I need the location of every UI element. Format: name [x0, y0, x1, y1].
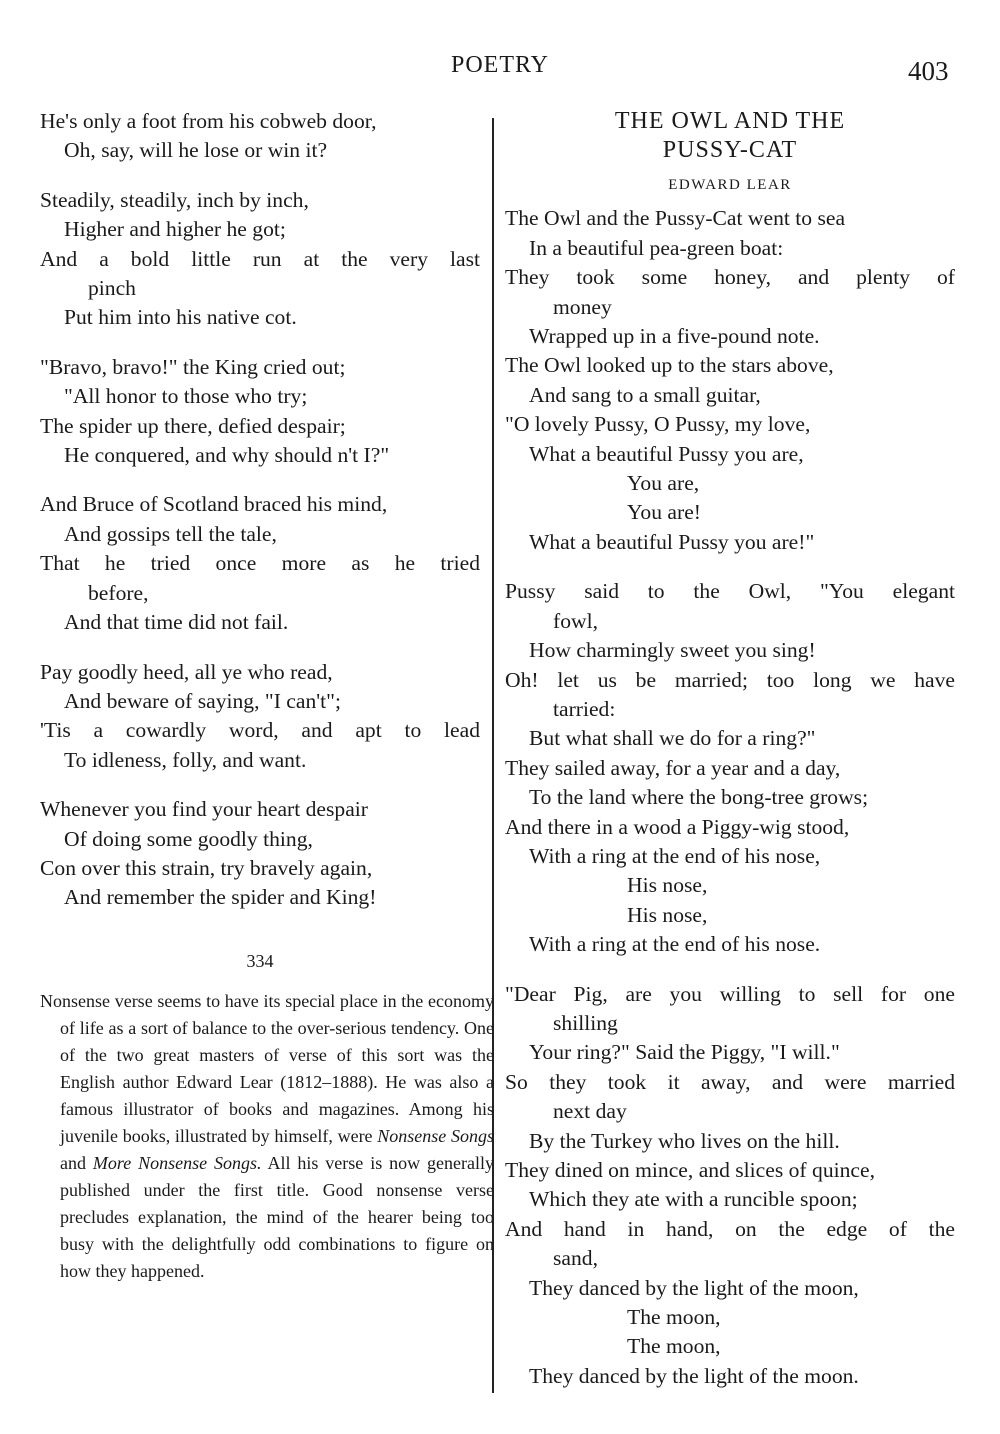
poem-line: By the Turkey who lives on the hill.: [529, 1128, 840, 1153]
stanza: [40, 795, 480, 913]
book-title-nonsense-songs: Nonsense Songs: [377, 1126, 495, 1147]
poem-line: What a beautiful Pussy you are,: [529, 441, 804, 466]
poem-line: tarried:: [553, 696, 616, 721]
stanza: [40, 353, 480, 471]
poem-title-line2: PUSSY-CAT: [662, 137, 798, 163]
poem-line: Which they ate with a runcible spoon;: [529, 1187, 858, 1212]
poem-line: They danced by the light of the moon.: [529, 1363, 859, 1388]
poem-line: Pay goodly heed, all ye who read,: [40, 659, 333, 684]
poem-line: shilling: [553, 1010, 618, 1035]
section-number: 334: [246, 950, 274, 971]
editorial-note: [40, 988, 494, 1285]
poem-line: Whenever you find your heart despair: [40, 797, 368, 822]
poem-author: EDWARD LEAR: [668, 177, 792, 193]
poem-line: The Owl and the Pussy-Cat went to sea: [505, 206, 846, 231]
page-number: 403: [908, 56, 949, 86]
poem-line: The moon,: [627, 1334, 721, 1359]
poem-line: money: [553, 294, 612, 319]
poem-line: They dined on mince, and slices of quince,: [505, 1158, 875, 1182]
poem-line: "Dear Pig, are you willing to sell for one: [505, 981, 955, 1006]
poem-line: Oh, say, will he lose or win it?: [64, 138, 328, 163]
stanza: [40, 658, 480, 776]
poem-line: sand,: [553, 1246, 598, 1271]
poem-line: In a beautiful pea-green boat:: [529, 235, 784, 260]
poem-line: And there in a wood a Piggy-wig stood,: [505, 814, 850, 839]
spider-poem: [40, 107, 480, 913]
poem-line: And that time did not fail.: [64, 610, 289, 635]
note-text-part1: Nonsense verse seems to have its special place in the economy of life as a sort of balance to the over-serious tendency. One of the two great masters of verse of this sort was the English author Edward Lear (1812–1888). He was also a famous illustrator of books and magazines. Among his juvenile books, illustrated by himself, were: [40, 991, 494, 1147]
poem-title: [505, 107, 955, 165]
poem-line: Put him into his native cot.: [64, 305, 297, 330]
poem-line: Of doing some goodly thing,: [64, 826, 313, 851]
poem-line: With a ring at the end of his nose,: [529, 843, 821, 868]
poem-line: With a ring at the end of his nose.: [529, 932, 821, 957]
poem-line: "Bravo, bravo!" the King cried out;: [40, 354, 346, 379]
book-title-more-nonsense-songs: More Nonsense Songs.: [92, 1153, 262, 1174]
stanza: [505, 204, 955, 557]
poem-line: And hand in hand, on the edge of the: [505, 1216, 955, 1241]
poem-line: And beware of saying, "I can't";: [64, 688, 341, 713]
poem-line: And remember the spider and King!: [64, 885, 377, 910]
poem-line: Your ring?" Said the Piggy, "I will.": [529, 1040, 840, 1065]
poem-title-line1: THE OWL AND THE: [614, 108, 846, 134]
poem-line: To the land where the bong-tree grows;: [529, 785, 869, 810]
poem-line: You are,: [627, 471, 700, 496]
poem-line: To idleness, folly, and want.: [64, 747, 307, 772]
poem-line: Steadily, steadily, inch by inch,: [40, 187, 309, 212]
poem-line: How charmingly sweet you sing!: [529, 638, 816, 663]
poem-line: before,: [88, 580, 149, 605]
poem-line: "All honor to those who try;: [64, 384, 308, 409]
poem-line: Pussy said to the Owl, "You elegant: [505, 579, 955, 604]
note-and: and: [60, 1153, 93, 1174]
poem-line: His nose,: [627, 902, 708, 927]
poem-line: Con over this strain, try bravely again,: [40, 855, 373, 880]
poem-line: next day: [553, 1099, 627, 1124]
poem-line: And Bruce of Scotland braced his mind,: [40, 492, 388, 517]
poem-line: fowl,: [553, 608, 598, 633]
poem-line: He conquered, and why should n't I?": [64, 443, 390, 468]
left-column: [40, 107, 495, 1285]
poem-line: 'Tis a cowardly word, and apt to lead: [40, 718, 480, 743]
stanza: [505, 980, 955, 1392]
stanza: [40, 186, 480, 333]
poem-line: What a beautiful Pussy you are!": [529, 529, 815, 554]
poem-line: His nose,: [627, 873, 708, 898]
poem-line: They took some honey, and plenty of: [505, 265, 955, 290]
right-column: [505, 107, 955, 1411]
poem-line: They sailed away, for a year and a day,: [505, 755, 841, 780]
poem-line: You are!: [627, 500, 701, 525]
poem-line: But what shall we do for a ring?": [529, 726, 816, 751]
poem-line: The Owl looked up to the stars above,: [505, 353, 834, 378]
poem-line: Higher and higher he got;: [64, 217, 286, 242]
poem-line: That he tried once more as he tried: [40, 551, 480, 576]
poem-line: And sang to a small guitar,: [529, 382, 761, 407]
poem-line: "O lovely Pussy, O Pussy, my love,: [505, 412, 811, 437]
poem-line: The spider up there, defied despair;: [40, 413, 346, 438]
poem-line: And a bold little run at the very last: [40, 246, 480, 271]
stanza: [40, 490, 480, 637]
poem-line: pinch: [88, 276, 136, 301]
poem-line: He's only a foot from his cobweb door,: [40, 109, 377, 133]
poem-line: Oh! let us be married; too long we have: [505, 667, 955, 692]
poem-line: And gossips tell the tale,: [64, 521, 277, 546]
poem-line: They danced by the light of the moon,: [529, 1275, 859, 1300]
stanza: [505, 577, 955, 959]
poem-line: Wrapped up in a five-pound note.: [529, 324, 820, 349]
note-text-part2: All his verse is now generally published under the first title. Good nonsense verse precludes explanation, the mind of the hearer being too busy with the delightfully odd combinations to figure on how they happened.: [60, 1153, 494, 1282]
poem-line: The moon,: [627, 1305, 721, 1330]
poem-line: So they took it away, and were married: [505, 1069, 955, 1094]
owl-pussycat-poem: [505, 204, 955, 1391]
running-header: POETRY: [450, 52, 549, 78]
stanza: [40, 107, 480, 166]
